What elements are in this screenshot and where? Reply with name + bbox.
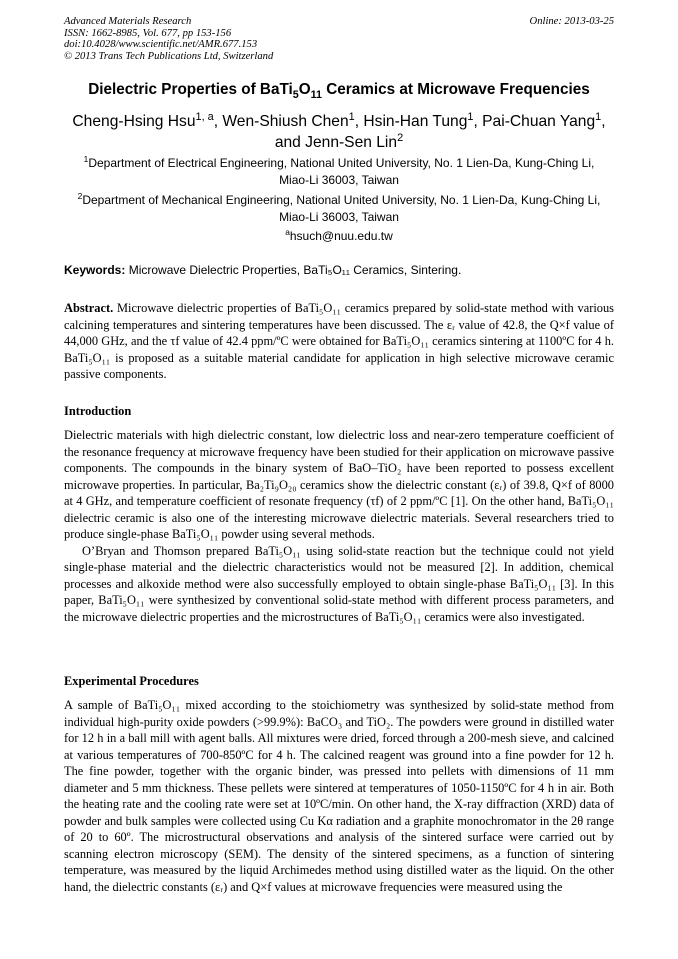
section-heading-introduction: Introduction xyxy=(64,404,132,418)
affiliation-1 xyxy=(50,155,628,188)
issn-line: ISSN: 1662-8985, Vol. 677, pp 153-156 xyxy=(64,27,232,39)
title-sub: 11 xyxy=(310,89,322,102)
affil-line: Miao-Li 36003, Taiwan xyxy=(279,172,399,187)
affil-line: Department of Mechanical Engineering, National United University, No. 1 Lien-Da, Kung-Ching Li, xyxy=(82,193,601,207)
author-affil-mark: 1 xyxy=(595,110,602,123)
paragraph: Dielectric materials with high dielectric constant, low dielectric loss and near-zero temperature coefficient of the resonance frequency at microwave frequency have been studied for their application on microwave passive components. The compounds in the binary system of BaO–TiO₂ have been reported to possess excellent microwave properties. In particular, Ba₂Ti₉O₂₀ ceramics show the dielectric constant (εᵣ) of 39.8, Q×f of 8000 at 4 GHz, and temperature coefficient of resonate frequency (τf) of 2 ppm/ºC [1]. On the other hand, BaTi₅O₁₁ dielectric ceramic is also one of the interesting microwave dielectric materials. Several researchers tried to produce single-phase BaTi₅O₁₁ powder using several methods. xyxy=(64,428,614,541)
journal-header xyxy=(64,16,273,62)
author-affil-mark: 1 xyxy=(348,110,355,123)
abstract xyxy=(64,300,614,383)
author-affil-mark: 1 xyxy=(467,110,474,123)
keywords-label: Keywords: xyxy=(64,263,126,277)
author-name: and Jenn-Sen Lin xyxy=(274,134,398,151)
abstract-label: Abstract. xyxy=(64,301,114,315)
title-part: Dielectric Properties of BaTi xyxy=(88,81,293,98)
corresponding-email xyxy=(50,229,628,243)
journal-name: Advanced Materials Research xyxy=(64,16,192,27)
author-affil-mark: 2 xyxy=(397,131,404,144)
doi-line[interactable]: doi:10.4028/www.scientific.net/AMR.677.153 xyxy=(64,39,258,50)
paper-title xyxy=(40,80,638,102)
title-part: O xyxy=(298,81,311,98)
author-name: Hsin-Han Tung xyxy=(363,113,468,130)
affil-mark: 1 xyxy=(83,154,89,164)
email-address[interactable]: hsuch@nuu.edu.tw xyxy=(289,229,393,243)
author-name: Pai-Chuan Yang xyxy=(482,113,596,130)
affiliation-2 xyxy=(50,192,628,225)
email-mark: a xyxy=(285,227,290,237)
paragraph: A sample of BaTi₅O₁₁ mixed according to the stoichiometry was synthesized by solid-state method from individual high-purity oxide powders (>99.9%): BaCO₃ and TiO₂. The powders were ground in distilled water for 12 h in a ball mill with agent balls. All mixtures were dried, forced through a 200-mesh sieve, and calcined at various temperatures of 700-850ºC for 4 h. The calcined reagent was ground into a fine powder for 12 h. The fine powder, together with the organic binder, was pressed into pellets with dimensions of 11 mm diameter and 5 mm thickness. These pellets were sintered at temperatures of 1050-1150ºC for 4 h in air. Both the heating rate and the cooling rate were set at 10ºC/min. On other hand, the X-ray diffraction (XRD) data of powder and bulk samples were collected using Cu Kα radiation and a graphite monochromator in the 2θ range of 20 to 60º. The microstructural observations and analysis of the sintered surface were carried out by scanning electron microscopy (SEM). The density of the sintered specimens, as a function of sintering temperature, was measured by the liquid Archimedes method using distilled water as the liquid. On the other hand, the dielectric constants (εᵣ) and Q×f values at microwave frequencies were measured using the xyxy=(64,698,614,894)
copyright-line: © 2013 Trans Tech Publications Ltd, Switzerland xyxy=(64,50,274,62)
affil-line: Miao-Li 36003, Taiwan xyxy=(279,209,399,224)
affil-line: Department of Electrical Engineering, National United University, No. 1 Lien-Da, Kung-Ching Li, xyxy=(88,156,595,170)
keywords-text: Microwave Dielectric Properties, BaTi₅O₁₁ Ceramics, Sintering. xyxy=(125,263,462,277)
online-date: Online: 2013-03-25 xyxy=(529,16,614,27)
title-part: Ceramics at Microwave Frequencies xyxy=(321,81,590,98)
paragraph: O’Bryan and Thomson prepared BaTi₅O₁₁ using solid-state reaction but the technique could not yield single-phase material and the dielectric characteristics would not be measured [2]. In addition, chemical processes and alkoxide method were also successfully employed to obtain single-phase BaTi₅O₁₁ [3]. In this paper, BaTi₅O₁₁ were synthesized by conventional solid-state method with different process parameters, and the microwave dielectric properties and the microstructures of BaTi₅O₁₁ ceramics were also investigated. xyxy=(64,543,614,624)
author-list: Cheng-Hsing Hsu$^{1, a}$, Wen-Shiush Chen$^1$, Hsin-Han Tung$^1$, Pai-Chuan Yang$^1$, and Jenn-Sen Lin$^2$ xyxy=(72,110,606,151)
author-name: Cheng-Hsing Hsu xyxy=(72,113,196,130)
author-name: Wen-Shiush Chen xyxy=(222,113,349,130)
experimental-body xyxy=(64,697,614,895)
author-affil-mark: 1, a xyxy=(195,110,214,123)
abstract-text: Microwave dielectric properties of BaTi₅O₁₁ ceramics prepared by solid-state method with various calcining temperatures and sintering temperatures have been discussed. The εᵣ value of 42.8, the Q×f value of 44,000 GHz, and the τf value of 42.4 ppm/ºC were obtained for BaTi₅O₁₁ ceramics sintering at 1100ºC for 4 h. BaTi₅O₁₁ is proposed as a suitable material candidate for application in high selective microwave ceramic passive components. xyxy=(64,301,614,381)
keywords xyxy=(64,263,614,278)
section-heading-experimental: Experimental Procedures xyxy=(64,674,199,688)
affil-mark: 2 xyxy=(77,191,83,201)
title-sub: 5 xyxy=(292,89,299,102)
introduction-body xyxy=(64,427,614,625)
